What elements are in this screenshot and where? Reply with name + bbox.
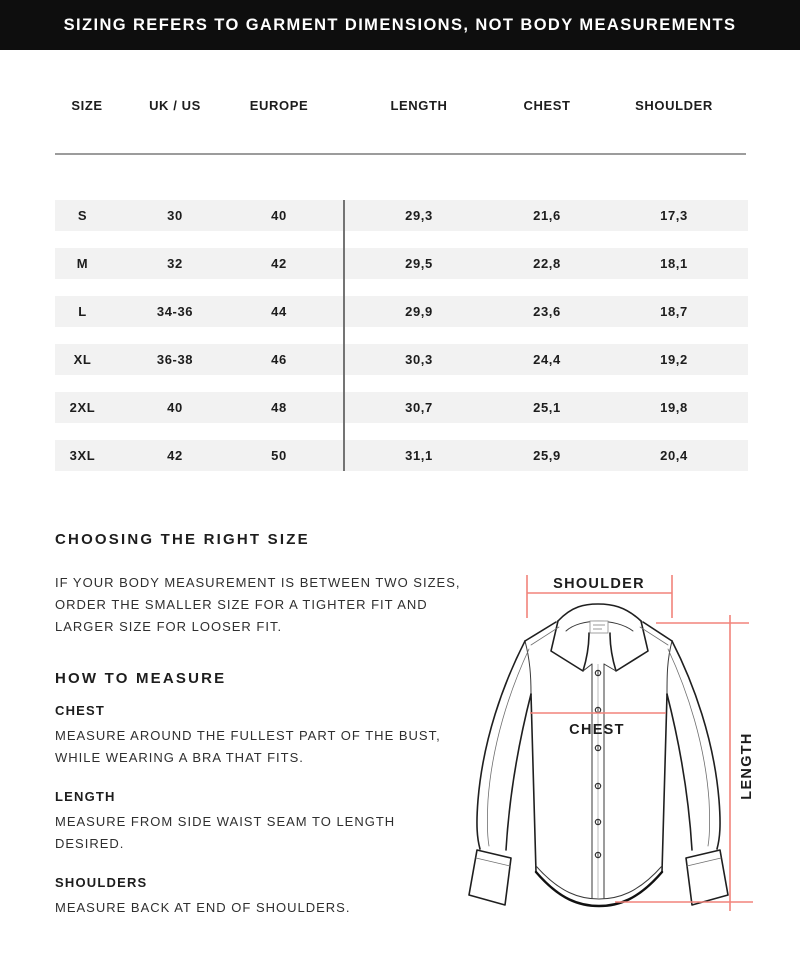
table-row-m	[55, 248, 748, 279]
cell-chest: 23,6	[533, 304, 561, 319]
cell-chest: 22,8	[533, 256, 561, 271]
cell-chest: 25,9	[533, 448, 561, 463]
cell-uk-us: 40	[167, 400, 183, 415]
choosing-size-text: ORDER THE SMALLER SIZE FOR A TIGHTER FIT AND	[55, 597, 428, 612]
cell-europe: 50	[271, 448, 287, 463]
column-header-chest: CHEST	[523, 97, 571, 113]
cell-uk-us: 36-38	[156, 352, 194, 367]
table-vertical-divider	[343, 200, 345, 471]
cell-europe: 48	[271, 400, 287, 415]
column-header-length: LENGTH	[390, 97, 448, 113]
cell-length: 30,7	[405, 400, 433, 415]
cell-europe: 46	[271, 352, 287, 367]
column-header-shoulder: SHOULDER	[635, 97, 713, 113]
banner-text: SIZING REFERS TO GARMENT DIMENSIONS, NOT BODY MEASUREMENTS	[63, 15, 737, 34]
choosing-size-title: CHOOSING THE RIGHT SIZE	[55, 531, 310, 548]
cell-size: XL	[73, 352, 92, 367]
cell-chest: 25,1	[533, 400, 561, 415]
measure-label-chest: CHEST	[55, 703, 106, 718]
cell-shoulder: 17,3	[660, 208, 688, 223]
measure-text: MEASURE BACK AT END OF SHOULDERS.	[55, 900, 351, 915]
cell-uk-us: 32	[167, 256, 183, 271]
cell-uk-us: 30	[167, 208, 183, 223]
diagram-length-label: LENGTH	[739, 732, 755, 800]
table-row-3xl	[55, 440, 748, 471]
cell-size: L	[78, 304, 87, 319]
cell-chest: 24,4	[533, 352, 561, 367]
cell-chest: 21,6	[533, 208, 561, 223]
cell-uk-us: 34-36	[156, 304, 194, 319]
measurement-lines	[527, 575, 753, 911]
choosing-size-text: IF YOUR BODY MEASUREMENT IS BETWEEN TWO SIZES,	[55, 575, 461, 590]
diagram-chest-label: CHEST	[569, 722, 625, 738]
measure-text: MEASURE AROUND THE FULLEST PART OF THE BUST,	[55, 728, 441, 743]
cell-shoulder: 19,8	[660, 400, 688, 415]
cell-shoulder: 20,4	[660, 448, 688, 463]
measure-text: DESIRED.	[55, 836, 125, 851]
column-header-uk-us: UK / US	[149, 97, 201, 113]
measure-item-length	[55, 789, 475, 855]
measure-text: MEASURE FROM SIDE WAIST SEAM TO LENGTH	[55, 814, 396, 829]
cell-length: 29,9	[405, 304, 433, 319]
cell-length: 31,1	[405, 448, 433, 463]
measure-label-length: LENGTH	[55, 789, 116, 804]
banner	[0, 0, 800, 50]
measure-text: WHILE WEARING A BRA THAT FITS.	[55, 750, 304, 765]
shirt-measurement-diagram	[450, 548, 795, 928]
table-row-s	[55, 200, 748, 231]
table-row-xl	[55, 344, 748, 375]
measure-item-shoulders	[55, 875, 475, 919]
cell-uk-us: 42	[167, 448, 183, 463]
how-to-measure-title: HOW TO MEASURE	[55, 670, 227, 687]
shirt-line-art	[469, 604, 728, 906]
cell-size: 2XL	[69, 400, 96, 415]
brand-tag	[590, 621, 608, 633]
cell-size: S	[77, 208, 88, 223]
left-cuff	[469, 850, 511, 905]
cell-size: 3XL	[69, 448, 96, 463]
column-header-europe: EUROPE	[249, 97, 309, 113]
size-table-header	[55, 88, 748, 122]
section-how-to-measure	[55, 670, 475, 939]
cell-europe: 42	[271, 256, 287, 271]
table-row-2xl	[55, 392, 748, 423]
cell-europe: 44	[271, 304, 287, 319]
cell-shoulder: 18,7	[660, 304, 688, 319]
choosing-size-text: LARGER SIZE FOR LOOSER FIT.	[55, 619, 283, 634]
column-header-size: SIZE	[71, 97, 103, 113]
cell-length: 29,5	[405, 256, 433, 271]
section-choosing-size	[55, 531, 475, 638]
right-cuff	[686, 850, 728, 905]
table-header-divider	[55, 153, 746, 155]
measure-item-chest	[55, 703, 475, 769]
table-row-l	[55, 296, 748, 327]
cell-length: 30,3	[405, 352, 433, 367]
measure-label-shoulders: SHOULDERS	[55, 875, 148, 890]
cell-shoulder: 18,1	[660, 256, 688, 271]
cell-shoulder: 19,2	[660, 352, 688, 367]
cell-europe: 40	[271, 208, 287, 223]
cell-length: 29,3	[405, 208, 433, 223]
diagram-shoulder-label: SHOULDER	[553, 576, 645, 592]
cell-size: M	[76, 256, 89, 271]
